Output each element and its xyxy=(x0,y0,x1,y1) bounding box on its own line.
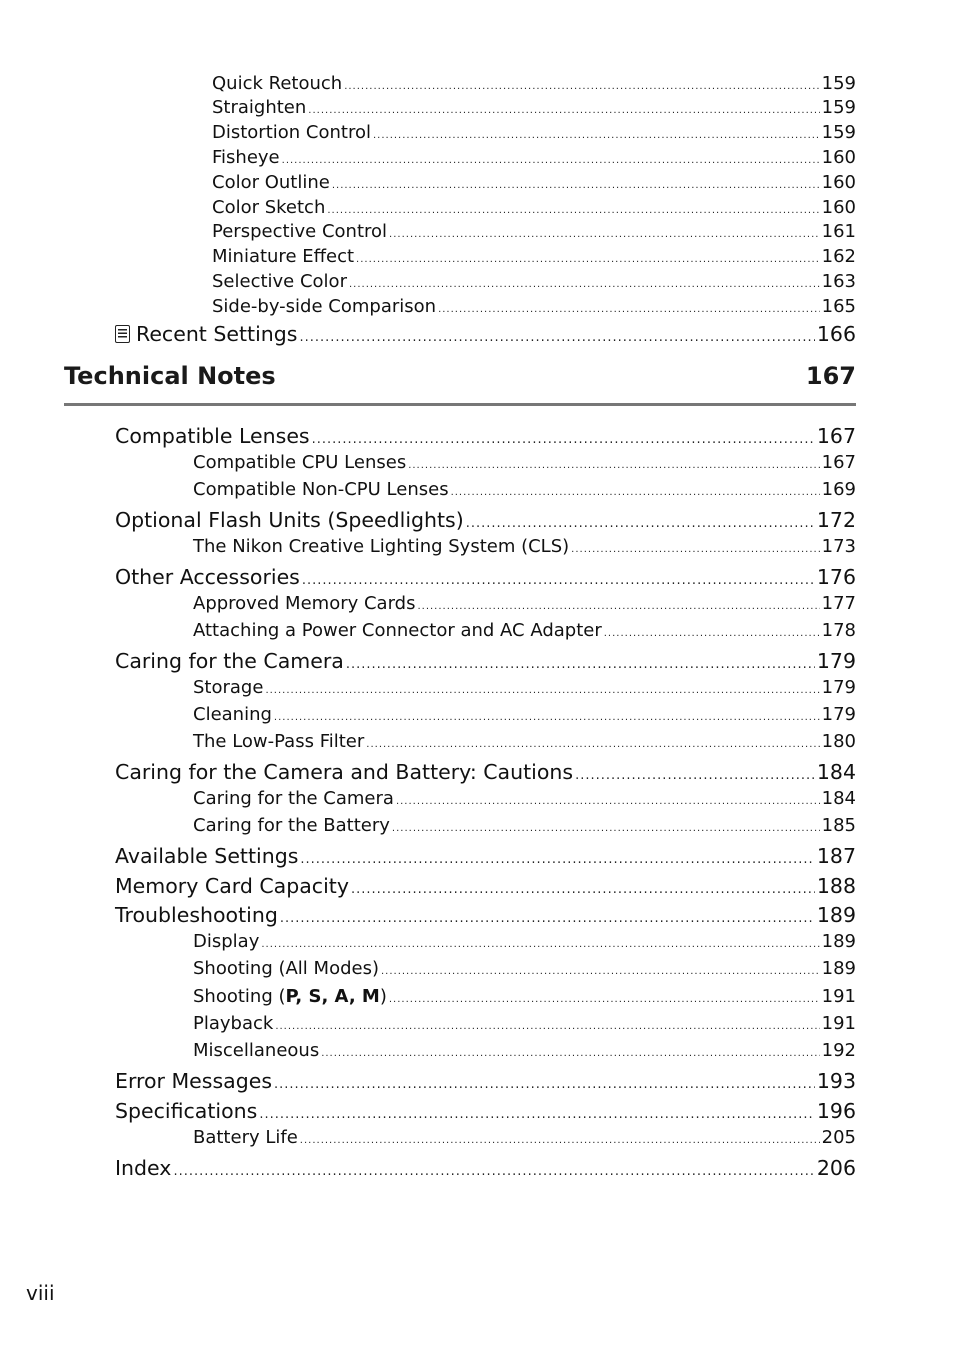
toc-entry-title: Caring for the Camera and Battery: Cautions xyxy=(115,760,574,784)
toc-entry-page: 159 xyxy=(821,122,856,143)
toc-subentry-caring-camera[interactable] xyxy=(193,785,856,812)
toc-entry-page: 189 xyxy=(816,903,856,927)
dot-leader xyxy=(300,1127,820,1154)
toc-entry-title: Memory Card Capacity xyxy=(115,874,349,898)
toc-entry-page: 205 xyxy=(821,1127,856,1148)
dot-leader xyxy=(265,677,819,704)
dot-leader xyxy=(275,1013,819,1040)
toc-entry-page: 184 xyxy=(816,760,856,784)
toc-entry-page: 169 xyxy=(821,479,856,500)
toc-entry-title: Attaching a Power Connector and AC Adapter xyxy=(193,620,602,641)
toc-entry-title: Error Messages xyxy=(115,1069,273,1093)
toc-entry-optional-flash-units[interactable] xyxy=(115,505,856,535)
toc-entry-page: 160 xyxy=(821,197,856,218)
toc-entry-page: 188 xyxy=(816,874,856,898)
toc-entry-index[interactable] xyxy=(115,1153,856,1183)
toc-entry-title: Compatible CPU Lenses xyxy=(193,452,407,473)
dot-leader xyxy=(261,931,819,958)
toc-entry-title: Miscellaneous xyxy=(193,1040,320,1061)
toc-entry-distortion-control[interactable] xyxy=(212,120,856,145)
toc-subentry-shooting-all-modes[interactable] xyxy=(193,955,856,982)
title-bold-modes: P, S, A, M xyxy=(285,986,380,1007)
toc-entry-page: 179 xyxy=(821,677,856,698)
toc-subentry-playback[interactable] xyxy=(193,1010,856,1037)
recent-settings-icon xyxy=(115,325,130,343)
toc-entry-perspective-control[interactable] xyxy=(212,219,856,244)
dot-leader xyxy=(299,323,814,353)
toc-entry-title: Specifications xyxy=(115,1099,258,1123)
dot-leader xyxy=(389,986,820,1013)
toc-entry-straighten[interactable] xyxy=(212,95,856,120)
toc-entry-color-sketch[interactable] xyxy=(212,195,856,220)
toc-entry-page: 166 xyxy=(816,322,856,346)
toc-entry-title: The Nikon Creative Lighting System (CLS) xyxy=(193,536,570,557)
section-divider xyxy=(64,403,856,406)
toc-subentry-cleaning[interactable] xyxy=(193,701,856,728)
toc-subentry-shooting-psam[interactable] xyxy=(193,983,856,1010)
toc-entry-page: 162 xyxy=(821,246,856,267)
toc-entry-page: 172 xyxy=(816,508,856,532)
toc-subentry-storage[interactable] xyxy=(193,674,856,701)
toc-entry-title: Recent Settings xyxy=(136,322,298,346)
toc-subentry-display[interactable] xyxy=(193,928,856,955)
toc-entry-page: 159 xyxy=(821,73,856,94)
section-page: 167 xyxy=(805,362,856,390)
section-heading xyxy=(64,362,856,398)
toc-entry-page: 178 xyxy=(821,620,856,641)
toc-entry-title-wrap xyxy=(115,319,297,349)
toc-entry-title: Quick Retouch xyxy=(212,73,343,94)
dot-leader xyxy=(173,1157,814,1187)
toc-entry-page: 191 xyxy=(821,1013,856,1034)
toc-entry-page: 177 xyxy=(821,593,856,614)
toc-entry-title: Index xyxy=(115,1156,172,1180)
toc-entry-title: Available Settings xyxy=(115,844,299,868)
dot-leader xyxy=(451,479,820,506)
toc-entry-page: 167 xyxy=(821,452,856,473)
toc-entry-compatible-lenses[interactable] xyxy=(115,421,856,451)
toc-subentry-battery-life[interactable] xyxy=(193,1124,856,1151)
toc-entry-page: 167 xyxy=(816,424,856,448)
toc-entry-page: 161 xyxy=(821,221,856,242)
dot-leader xyxy=(417,593,819,620)
toc-entry-quick-retouch[interactable] xyxy=(212,71,856,96)
toc-entry-page: 176 xyxy=(816,565,856,589)
toc-entry-page: 192 xyxy=(821,1040,856,1061)
toc-entry-error-messages[interactable] xyxy=(115,1066,856,1096)
toc-entry-page: 187 xyxy=(816,844,856,868)
section-title: Technical Notes xyxy=(64,362,276,390)
toc-entry-miniature-effect[interactable] xyxy=(212,244,856,269)
toc-subentry-miscellaneous[interactable] xyxy=(193,1037,856,1064)
toc-entry-title: Color Outline xyxy=(212,172,330,193)
toc-entry-title: Playback xyxy=(193,1013,274,1034)
dot-leader xyxy=(571,536,819,563)
toc-entry-page: 173 xyxy=(821,536,856,557)
toc-entry-caring-for-camera[interactable] xyxy=(115,646,856,676)
title-prefix: Shooting ( xyxy=(193,986,286,1007)
toc-entry-page: 206 xyxy=(816,1156,856,1180)
toc-entry-page: 179 xyxy=(821,704,856,725)
toc-subentry-caring-battery[interactable] xyxy=(193,812,856,839)
toc-entry-color-outline[interactable] xyxy=(212,170,856,195)
toc-entry-title: Side-by-side Comparison xyxy=(212,296,437,317)
toc-entry-title: Battery Life xyxy=(193,1127,298,1148)
toc-entry-title: Storage xyxy=(193,677,264,698)
dot-leader xyxy=(381,958,820,985)
dot-leader xyxy=(408,452,819,479)
toc-entry-page: 184 xyxy=(821,788,856,809)
toc-subentry-power-connector[interactable] xyxy=(193,617,856,644)
toc-subentry-compatible-cpu-lenses[interactable] xyxy=(193,449,856,476)
toc-entry-specifications[interactable] xyxy=(115,1096,856,1126)
toc-subentry-approved-memory-cards[interactable] xyxy=(193,590,856,617)
toc-entry-title: Compatible Lenses xyxy=(115,424,310,448)
dot-leader xyxy=(604,620,820,647)
toc-entry-title: Optional Flash Units (Speedlights) xyxy=(115,508,464,532)
toc-entry-title: Troubleshooting xyxy=(115,903,278,927)
toc-subentry-low-pass-filter[interactable] xyxy=(193,728,856,755)
toc-subentry-compatible-non-cpu-lenses[interactable] xyxy=(193,476,856,503)
toc-entry-title: Cleaning xyxy=(193,704,272,725)
title-suffix: ) xyxy=(379,986,387,1007)
page-folio: viii xyxy=(26,1281,55,1305)
toc-entry-title: Compatible Non-CPU Lenses xyxy=(193,479,449,500)
toc-entry-page: 165 xyxy=(821,296,856,317)
toc-entry-title: Shooting (All Modes) xyxy=(193,958,379,979)
toc-entry-available-settings[interactable] xyxy=(115,841,856,871)
toc-entry-title: Fisheye xyxy=(212,147,280,168)
toc-entry-title: Color Sketch xyxy=(212,197,326,218)
toc-entry-title: Caring for the Battery xyxy=(193,815,390,836)
toc-entry-page: 163 xyxy=(821,271,856,292)
toc-entry-title: The Low-Pass Filter xyxy=(193,731,365,752)
toc-entry-title xyxy=(193,983,387,1010)
toc-entry-title: Caring for the Camera xyxy=(193,788,394,809)
toc-entry-page: 160 xyxy=(821,172,856,193)
toc-entry-page: 160 xyxy=(821,147,856,168)
toc-entry-title: Caring for the Camera xyxy=(115,649,344,673)
dot-leader xyxy=(392,815,820,842)
toc-entry-page: 189 xyxy=(821,958,856,979)
toc-entry-other-accessories[interactable] xyxy=(115,562,856,592)
dot-leader xyxy=(366,731,819,758)
toc-entry-title: Other Accessories xyxy=(115,565,300,589)
toc-entry-selective-color[interactable] xyxy=(212,269,856,294)
toc-entry-title: Distortion Control xyxy=(212,122,371,143)
toc-entry-page: 189 xyxy=(821,931,856,952)
toc-subentry-cls[interactable] xyxy=(193,533,856,560)
toc-entry-page: 180 xyxy=(821,731,856,752)
dot-leader xyxy=(396,788,820,815)
toc-entry-side-by-side-comparison[interactable] xyxy=(212,294,856,319)
dot-leader xyxy=(274,704,820,731)
toc-entry-title: Perspective Control xyxy=(212,221,388,242)
toc-entry-title: Display xyxy=(193,931,260,952)
toc-entry-title: Selective Color xyxy=(212,271,347,292)
toc-entry-title: Miniature Effect xyxy=(212,246,355,267)
toc-entry-page: 191 xyxy=(821,986,856,1007)
toc-entry-cautions[interactable] xyxy=(115,757,856,787)
toc-entry-page: 159 xyxy=(821,97,856,118)
toc-entry-memory-card-capacity[interactable] xyxy=(115,871,856,901)
toc-entry-page: 185 xyxy=(821,815,856,836)
toc-entry-page: 196 xyxy=(816,1099,856,1123)
toc-entry-page: 193 xyxy=(816,1069,856,1093)
toc-entry-title: Approved Memory Cards xyxy=(193,593,416,614)
toc-entry-page: 179 xyxy=(816,649,856,673)
toc-entry-fisheye[interactable] xyxy=(212,145,856,170)
toc-entry-title: Straighten xyxy=(212,97,307,118)
dot-leader xyxy=(321,1040,819,1067)
toc-entry-recent-settings[interactable] xyxy=(115,319,856,349)
toc-entry-troubleshooting[interactable] xyxy=(115,900,856,930)
